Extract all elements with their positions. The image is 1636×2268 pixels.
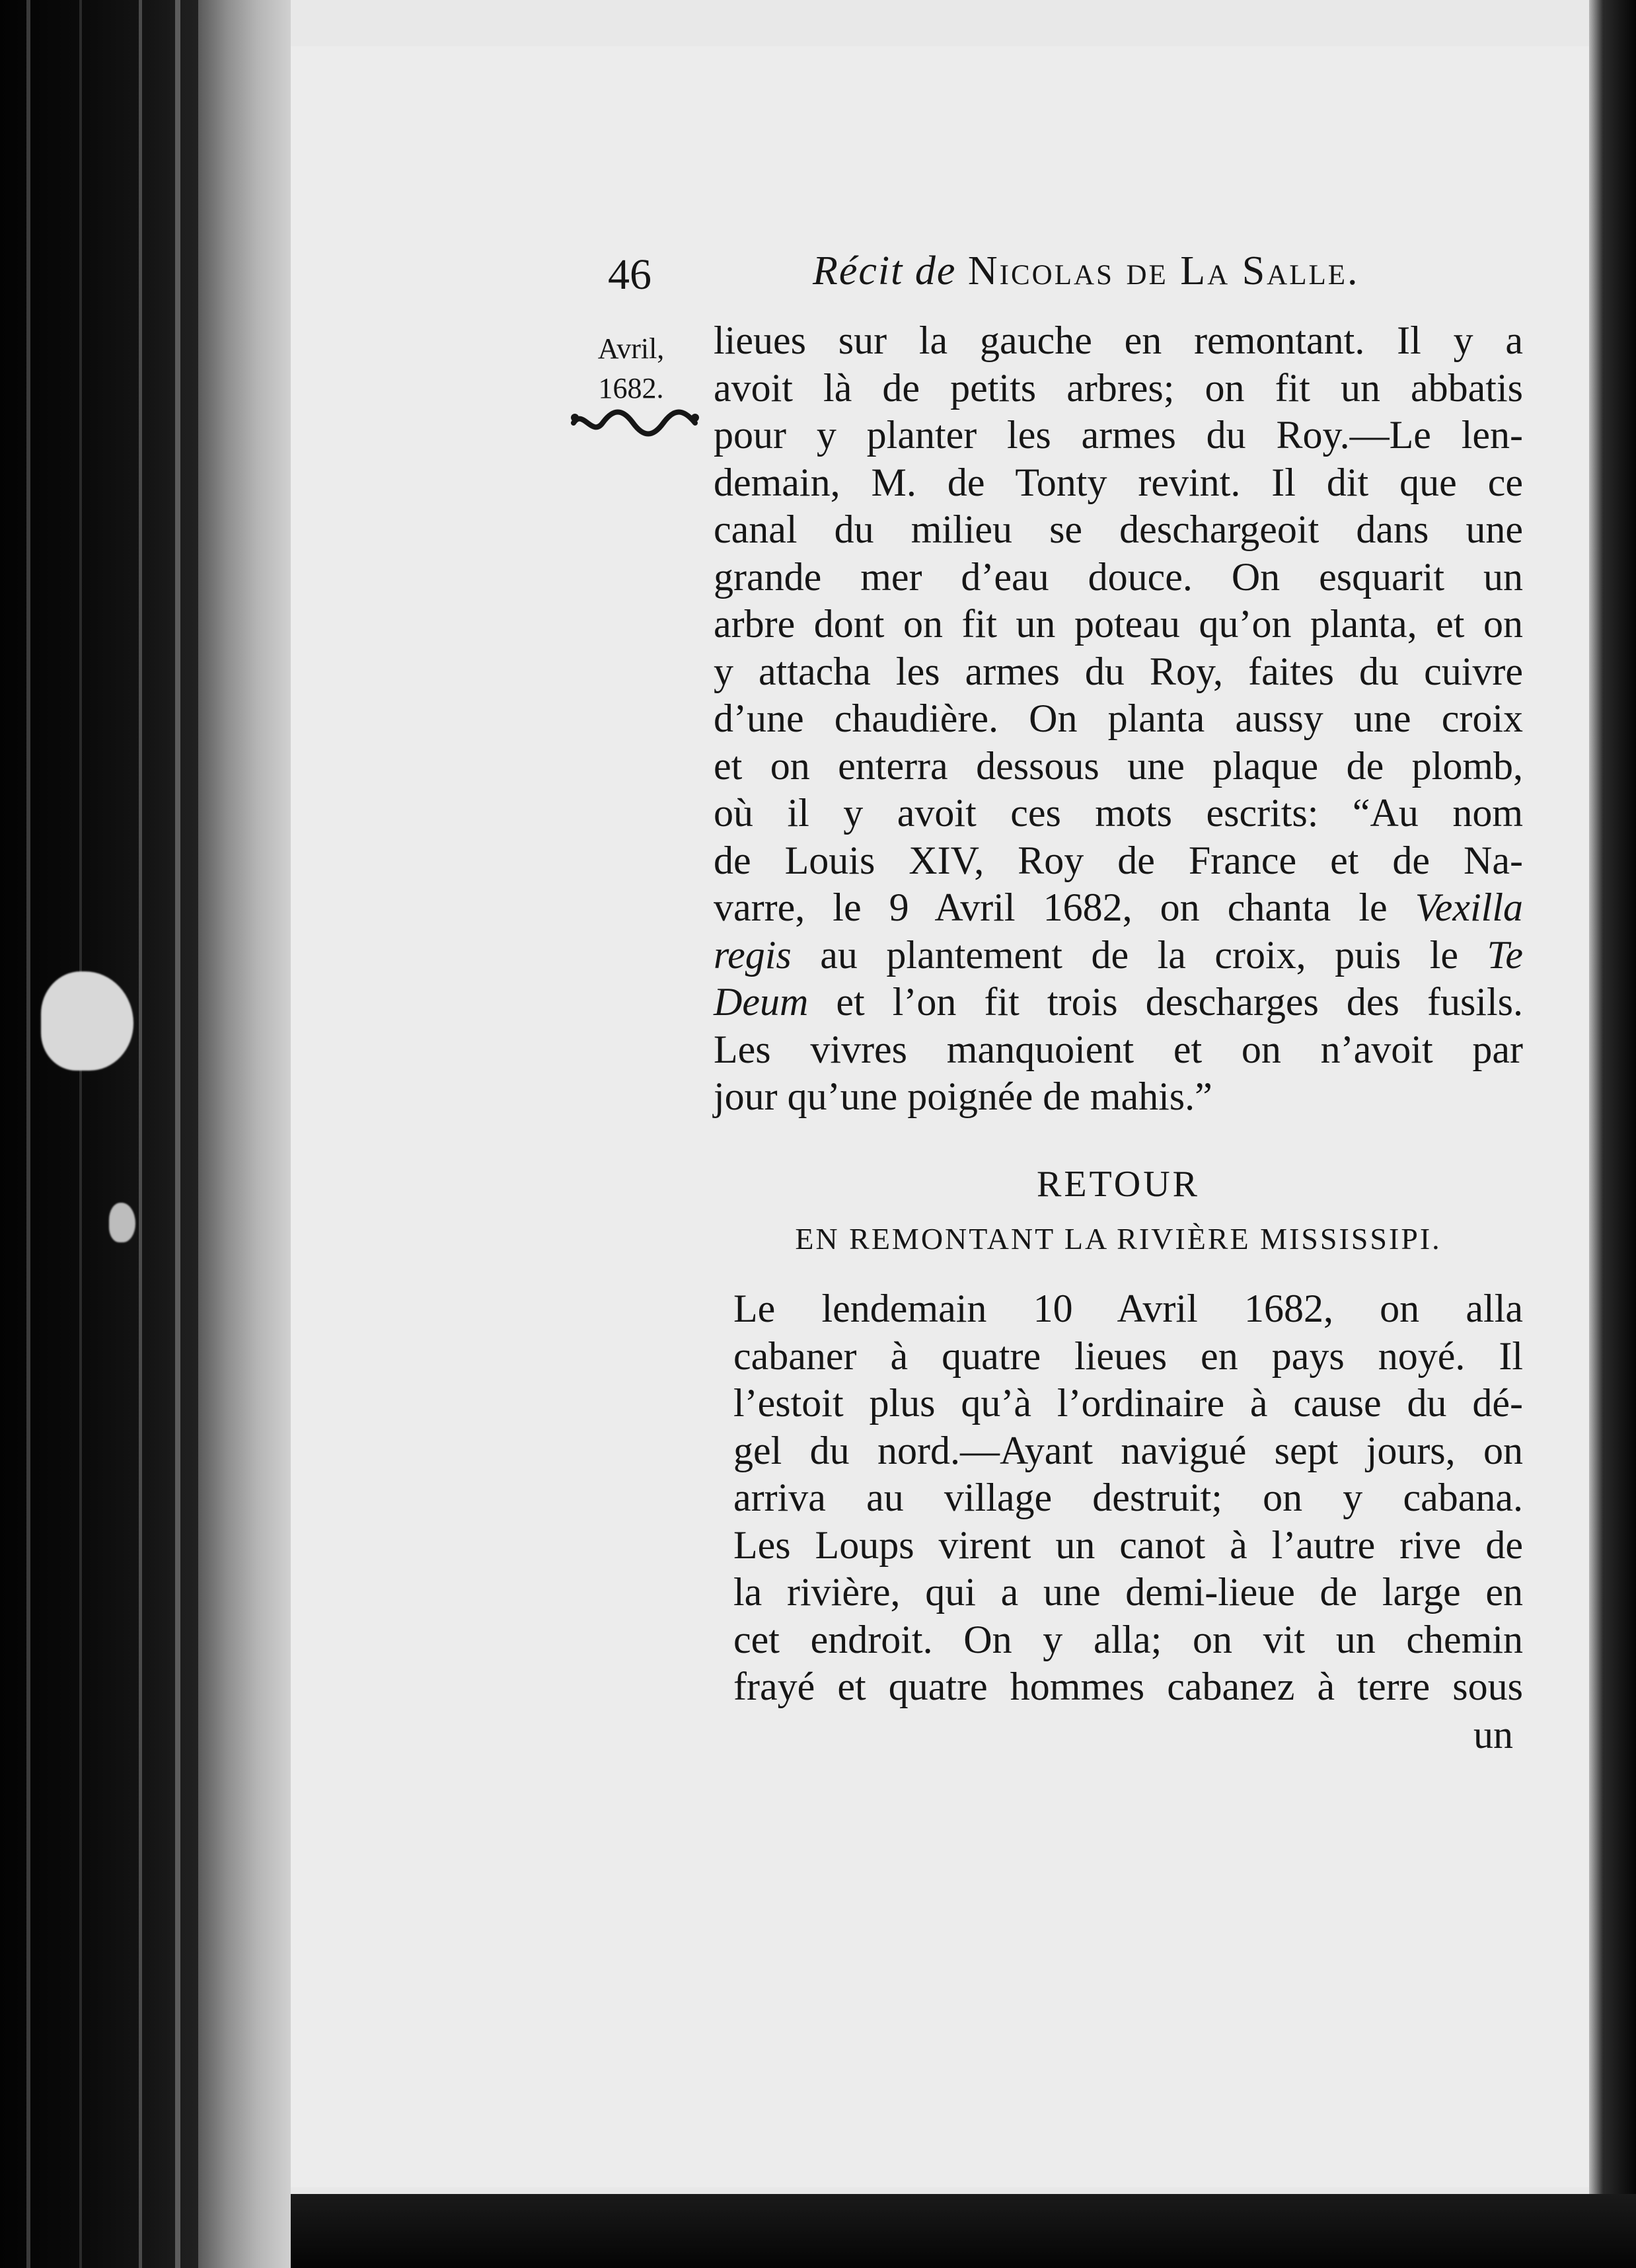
binding-edge: [139, 0, 142, 2268]
text-line: Les vivres manquoient et on n’avoit par: [714, 1027, 1523, 1071]
text-line: et on enterra dessous une plaque de plomb,: [714, 743, 1523, 788]
text-line: d’une chaudière. On planta aussy une croix: [714, 697, 1523, 740]
wavy-ornament-icon: [570, 403, 702, 443]
text-line: pour y planter les armes du Roy.—Le len-: [714, 413, 1523, 457]
binding-edge: [26, 0, 30, 2268]
text-line: où il y avoit ces mots escrits: “Au nom: [714, 791, 1523, 835]
text-line: grande mer d’eau douce. On esquarit un: [714, 554, 1523, 599]
catchword: un: [1473, 1713, 1513, 1757]
italic-text: Vexilla: [1415, 886, 1523, 929]
text-line: l’estoit plus qu’à l’ordinaire à cause du dé-: [733, 1381, 1523, 1425]
paper-damage: [109, 1203, 135, 1242]
italic-text: Te: [1487, 932, 1523, 977]
text-line: gel du nord.—Ayant navigué sept jours, on: [733, 1428, 1523, 1472]
text-line: [714, 884, 1523, 932]
section-subheading: EN REMONTANT LA RIVIÈRE MISSISSIPI.: [795, 1222, 1442, 1256]
text-line: arriva au village destruit; on y cabana.: [733, 1476, 1523, 1519]
text-line: jour qu’une poignée de mahis.”: [714, 1075, 1212, 1118]
text-line: la rivière, qui a une demi-lieue de large en: [733, 1570, 1523, 1614]
text-line: demain, M. de Tonty revint. Il dit que ce: [714, 460, 1523, 504]
text-line: y attacha les armes du Roy, faites du cuivre: [714, 649, 1523, 693]
margin-date-note: [591, 329, 671, 408]
text-line: canal du milieu se deschargeoit dans une: [714, 508, 1523, 551]
right-page-edge: [1589, 0, 1636, 2268]
italic-text: regis: [714, 932, 792, 977]
text-line: arbre dont on fit un poteau qu’on planta, et on: [714, 602, 1523, 646]
text-line: cabaner à quatre lieues en pays noyé. Il: [733, 1334, 1523, 1378]
paragraph: [733, 1285, 1523, 1711]
running-head: [813, 248, 1360, 295]
italic-text: Deum: [714, 980, 809, 1024]
margin-note-month: Avril,: [597, 332, 665, 365]
text-run: et l’on fit trois descharges des fusils.: [808, 980, 1523, 1024]
binding-edge: [79, 0, 82, 2268]
text-line: lieues sur la gauche en remontant. Il y a: [714, 319, 1523, 362]
book-binding: [0, 0, 218, 2268]
page-bottom-edge: [291, 2194, 1636, 2268]
body-text-paragraph-2: [733, 1285, 1523, 1711]
text-run: au plantement de la croix, puis le: [791, 932, 1487, 977]
text-line: frayé et quatre hommes cabanez à terre sous: [733, 1665, 1523, 1708]
running-head-title: Nicolas de La Salle.: [967, 248, 1360, 293]
section-heading: RETOUR: [1037, 1164, 1200, 1205]
text-line: cet endroit. On y alla; on vit un chemin: [733, 1617, 1523, 1661]
text-line: avoit là de petits arbres; on fit un abbatis: [714, 365, 1523, 410]
text-line: [714, 932, 1523, 979]
body-text-paragraph-1: [714, 317, 1523, 1121]
running-head-italic: Récit de: [813, 248, 957, 293]
margin-note-year: 1682.: [598, 372, 664, 404]
text-line: [714, 979, 1523, 1026]
text-line: Les Loups virent un canot à l’autre rive de: [733, 1523, 1523, 1567]
paragraph: [714, 317, 1523, 1121]
page-number: 46: [608, 250, 651, 299]
page-stack-edge: [198, 0, 297, 2268]
text-run: varre, le 9 Avril 1682, on chanta le: [714, 886, 1415, 929]
binding-edge: [175, 0, 180, 2268]
text-line: de Louis XIV, Roy de France et de Na-: [714, 838, 1523, 882]
text-line: Le lendemain 10 Avril 1682, on alla: [733, 1287, 1523, 1330]
